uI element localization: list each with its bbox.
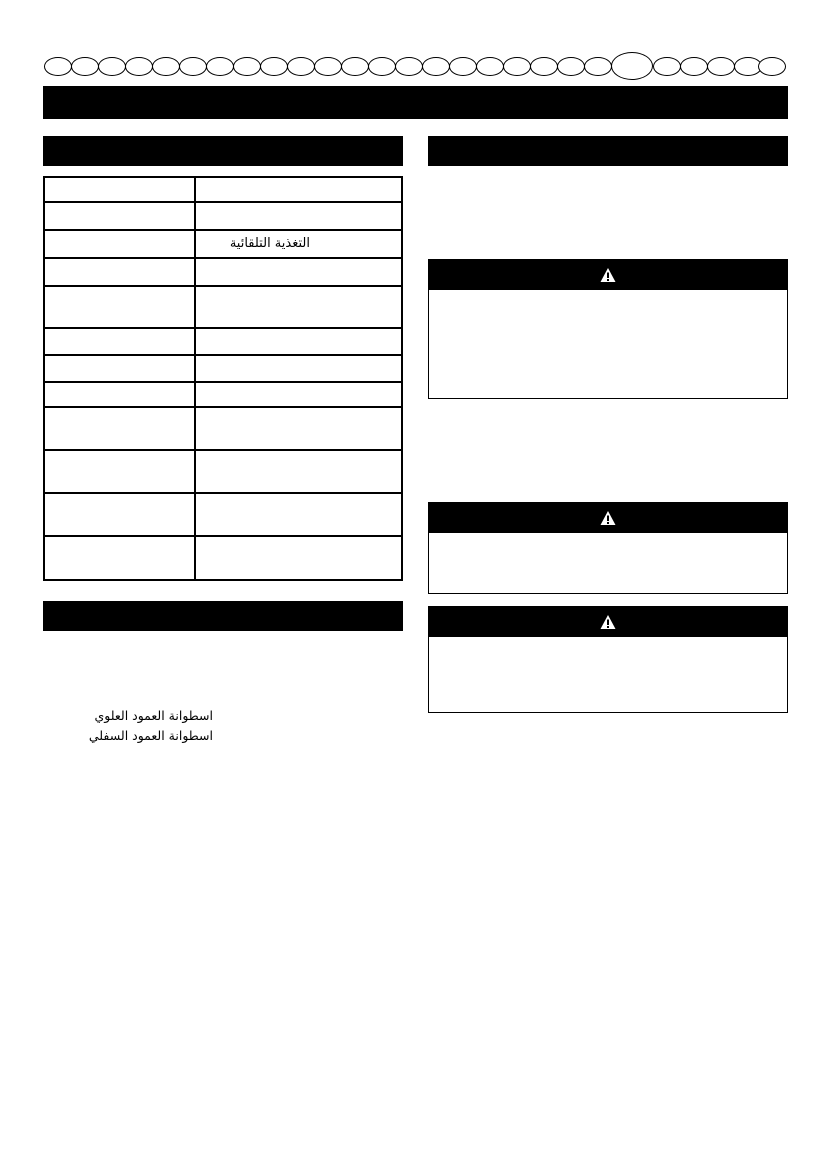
language-tab bbox=[503, 57, 531, 76]
page-title-bar bbox=[43, 86, 788, 119]
language-tab bbox=[71, 57, 99, 76]
language-tab bbox=[707, 57, 735, 76]
language-tabs bbox=[44, 56, 786, 78]
language-tab bbox=[341, 57, 369, 76]
language-tab bbox=[422, 57, 450, 76]
warning-triangle-icon bbox=[600, 267, 616, 283]
operation-header bbox=[428, 136, 788, 166]
table-row-divider bbox=[45, 406, 401, 408]
warning-triangle-icon bbox=[600, 614, 616, 630]
components-header bbox=[43, 601, 403, 631]
warning-header bbox=[429, 260, 787, 290]
warning-box bbox=[428, 606, 788, 713]
language-tab bbox=[233, 57, 261, 76]
table-row-divider bbox=[45, 449, 401, 451]
warning-header bbox=[429, 607, 787, 637]
specifications-table bbox=[43, 176, 403, 581]
language-tab bbox=[260, 57, 288, 76]
warning-box bbox=[428, 502, 788, 594]
language-tab bbox=[179, 57, 207, 76]
table-row-divider bbox=[45, 257, 401, 259]
language-tab bbox=[395, 57, 423, 76]
component-label-upper: اسطوانة العمود العلوي bbox=[94, 708, 213, 723]
language-tab bbox=[287, 57, 315, 76]
language-tab bbox=[368, 57, 396, 76]
warning-box bbox=[428, 259, 788, 399]
language-tab bbox=[584, 57, 612, 76]
table-row-divider bbox=[45, 327, 401, 329]
component-label-lower: اسطوانة العمود السفلي bbox=[88, 728, 213, 743]
language-tab bbox=[98, 57, 126, 76]
table-cell-value: التغذية التلقائية bbox=[229, 236, 310, 251]
language-tab bbox=[530, 57, 558, 76]
language-tab bbox=[125, 57, 153, 76]
language-tab bbox=[680, 57, 708, 76]
language-tab bbox=[44, 57, 72, 76]
table-row-divider bbox=[45, 201, 401, 203]
table-row-divider bbox=[45, 229, 401, 231]
technical-data-header bbox=[43, 136, 403, 166]
table-row-divider bbox=[45, 381, 401, 383]
warning-triangle-icon bbox=[600, 510, 616, 526]
table-column-divider bbox=[194, 178, 196, 579]
table-row-divider bbox=[45, 354, 401, 356]
table-row-divider bbox=[45, 285, 401, 287]
language-tab bbox=[152, 57, 180, 76]
language-tab-active bbox=[611, 52, 653, 80]
table-row-divider bbox=[45, 535, 401, 537]
warning-header bbox=[429, 503, 787, 533]
language-tab bbox=[476, 57, 504, 76]
language-tab bbox=[557, 57, 585, 76]
language-tab bbox=[758, 57, 786, 76]
language-tab bbox=[449, 57, 477, 76]
language-tab bbox=[314, 57, 342, 76]
table-row-divider bbox=[45, 492, 401, 494]
language-tab bbox=[653, 57, 681, 76]
language-tab bbox=[206, 57, 234, 76]
